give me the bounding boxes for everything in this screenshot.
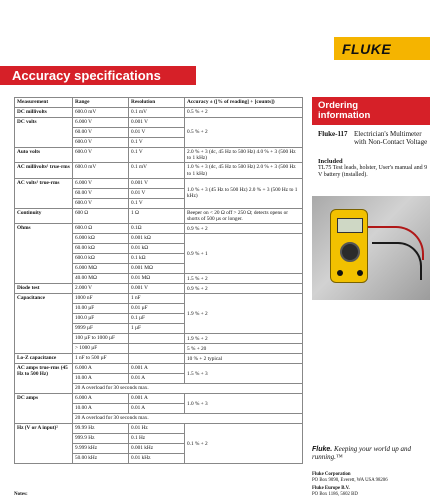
measurement-cell: Auto volts <box>15 148 73 163</box>
table-body <box>15 108 303 464</box>
table-row <box>15 178 303 188</box>
address-line: PO Box 9090, Everett, WA USA 98206 <box>312 477 388 483</box>
accuracy-cell: 1.9 % + 2 <box>185 334 303 344</box>
ordering-title-line1: Ordering <box>318 100 359 111</box>
notes-label: Notes: <box>14 492 28 497</box>
range-cell: 50.00 kHz <box>73 454 129 464</box>
resolution-cell: 0.01 kHz <box>129 454 185 464</box>
resolution-cell: 1 nF <box>129 294 185 304</box>
accuracy-cell: 0.1 % + 2 <box>185 424 303 464</box>
address-block <box>312 486 430 497</box>
accuracy-cell: 1.0 % + 3 <box>185 394 303 414</box>
accuracy-cell: 1.9 % + 2 <box>185 294 303 334</box>
resolution-cell: 0.1 µF <box>129 314 185 324</box>
resolution-cell <box>129 344 185 354</box>
range-cell: 60.00 V <box>73 188 129 198</box>
range-cell: 6.000 V <box>73 178 129 188</box>
range-cell: 600.0 kΩ <box>73 254 129 264</box>
resolution-cell: 0.1 V <box>129 198 185 208</box>
address-name: Fluke Corporation <box>312 472 351 477</box>
resolution-cell: 0.001 V <box>129 118 185 128</box>
measurement-cell: Diode test <box>15 284 73 294</box>
fluke-logo <box>334 37 430 60</box>
table-row <box>15 294 303 304</box>
range-cell: 600.0 V <box>73 198 129 208</box>
range-cell: 10.00 µF <box>73 304 129 314</box>
range-cell: 2.000 V <box>73 284 129 294</box>
measurement-cell: DC millivolts <box>15 108 73 118</box>
range-cell: 6.000 A <box>73 394 129 404</box>
resolution-cell: 0.001 MΩ <box>129 264 185 274</box>
measurement-cell: Ohms <box>15 224 73 284</box>
range-cell: 600.0 mV <box>73 108 129 118</box>
accuracy-cell: 5 % + 20 <box>185 344 303 354</box>
accuracy-cell: 0.9 % + 2 <box>185 224 303 234</box>
range-cell: 99.99 Hz <box>73 424 129 434</box>
section-title: Accuracy specifications <box>0 66 196 85</box>
resolution-cell: 0.1 mV <box>129 108 185 118</box>
range-cell: 6.000 kΩ <box>73 234 129 244</box>
resolution-cell: 0.001 V <box>129 178 185 188</box>
resolution-cell: 0.001 A <box>129 364 185 374</box>
resolution-cell: 0.01 µF <box>129 304 185 314</box>
resolution-cell: 0.01 Hz <box>129 424 185 434</box>
resolution-cell: 1 µF <box>129 324 185 334</box>
resolution-cell: 0.001 V <box>129 284 185 294</box>
range-cell: 999.9 Hz <box>73 434 129 444</box>
accuracy-cell: 1.0 % + 3 (45 Hz to 500 Hz) 2.0 % + 3 (500 Hz to 1 kHz) <box>185 178 303 208</box>
meter-dial <box>340 242 360 262</box>
table-row <box>15 394 303 404</box>
accuracy-cell: 1.5 % + 3 <box>185 364 303 384</box>
resolution-cell: 0.001 kHz <box>129 444 185 454</box>
included-title: Included <box>318 158 343 165</box>
resolution-cell <box>129 354 185 364</box>
resolution-cell: 1 Ω <box>129 208 185 223</box>
accuracy-spec-table <box>14 97 303 464</box>
measurement-cell: AC millivolts¹ true-rms <box>15 163 73 178</box>
range-cell: 600.0 V <box>73 148 129 163</box>
resolution-cell: 0.001 A <box>129 394 185 404</box>
range-cell: 10.00 A <box>73 404 129 414</box>
table-row <box>15 148 303 163</box>
table-row <box>15 108 303 118</box>
resolution-cell <box>129 334 185 344</box>
resolution-cell: 0.1 V <box>129 148 185 163</box>
range-cell: 10.00 A <box>73 374 129 384</box>
resolution-cell: 0.01 MΩ <box>129 274 185 284</box>
table-row <box>15 208 303 223</box>
resolution-cell: 0.1Ω <box>129 224 185 234</box>
range-cell: 40.00 MΩ <box>73 274 129 284</box>
col-header-resolution: Resolution <box>129 98 185 108</box>
resolution-cell: 0.1 V <box>129 138 185 148</box>
measurement-cell: Continuity <box>15 208 73 223</box>
range-cell: 100.0 µF <box>73 314 129 324</box>
model-description: Electrician's Multimeter with Non-Contact Voltage <box>354 130 428 146</box>
tagline <box>312 446 430 461</box>
resolution-cell: 0.1 mV <box>129 163 185 178</box>
resolution-cell: 0.1 Hz <box>129 434 185 444</box>
table-row <box>15 284 303 294</box>
accuracy-cell: 1.0 % + 3 (dc, 45 Hz to 500 Hz) 2.0 % + 3 (500 Hz to 1 kHz) <box>185 163 303 178</box>
tagline-brand: Fluke. <box>312 446 333 453</box>
address-line: PO Box 1186, 5602 BD <box>312 491 358 497</box>
accuracy-cell: 0.5 % + 2 <box>185 108 303 118</box>
accuracy-cell: Beeper on < 20 Ω off > 250 Ω; detects opens or shorts of 500 µs or longer. <box>185 208 303 223</box>
resolution-cell: 0.01 V <box>129 188 185 198</box>
jack <box>357 270 363 276</box>
range-cell: 6.000 MΩ <box>73 264 129 274</box>
range-cell: 1000 nF <box>73 294 129 304</box>
range-cell: 600.0 V <box>73 138 129 148</box>
measurement-cell: AC volts¹ true-rms <box>15 178 73 208</box>
table-row <box>15 364 303 374</box>
product-photo <box>312 196 430 300</box>
table-row <box>15 354 303 364</box>
model-code: Fluke-117 <box>318 130 348 138</box>
meter-jacks <box>337 270 363 278</box>
accuracy-cell: 1.5 % + 2 <box>185 274 303 284</box>
col-header-range: Range <box>73 98 129 108</box>
ordering-title-line2: information <box>318 110 371 121</box>
range-cell: 60.00 kΩ <box>73 244 129 254</box>
resolution-cell: 0.01 A <box>129 374 185 384</box>
range-cell: 600.0 Ω <box>73 224 129 234</box>
jack <box>337 270 343 276</box>
range-cell: 6.000 A <box>73 364 129 374</box>
resolution-cell: 0.01 kΩ <box>129 244 185 254</box>
meter-display <box>337 218 363 233</box>
accuracy-cell: 0.9 % + 2 <box>185 284 303 294</box>
range-cell: > 1000 µF <box>73 344 129 354</box>
range-cell: 60.00 V <box>73 128 129 138</box>
resolution-cell: 0.01 A <box>129 404 185 414</box>
address-block <box>312 472 430 483</box>
table-row <box>15 163 303 178</box>
measurement-cell: Capacitance <box>15 294 73 354</box>
accuracy-cell: 0.5 % + 2 <box>185 118 303 148</box>
resolution-cell: 0.01 V <box>129 128 185 138</box>
col-header-accuracy: Accuracy ± ([% of reading] + [counts]) <box>185 98 303 108</box>
resolution-cell: 0.1 kΩ <box>129 254 185 264</box>
measurement-cell: Hz (V or A input)² <box>15 424 73 464</box>
accuracy-cell: 0.9 % + 1 <box>185 234 303 274</box>
overload-note-cell: 20 A overload for 30 seconds max. <box>73 414 303 424</box>
range-cell: 9999 µF <box>73 324 129 334</box>
ordering-header <box>312 97 430 125</box>
address-name: Fluke Europe B.V. <box>312 486 350 491</box>
multimeter-icon <box>330 209 368 283</box>
range-cell: 1 nF to 500 µF <box>73 354 129 364</box>
tagline-slogan: Keeping your world up and running.™ <box>312 445 411 461</box>
range-cell: 9.999 kHz <box>73 444 129 454</box>
col-header-measurement: Measurement <box>15 98 73 108</box>
table-header-row <box>15 98 303 108</box>
accuracy-cell: 10 % + 2 typical <box>185 354 303 364</box>
logo-text: FLUKE <box>342 40 392 57</box>
measurement-cell: Lo-Z capacitance <box>15 354 73 364</box>
range-cell: 6.000 V <box>73 118 129 128</box>
table-row <box>15 424 303 434</box>
measurement-cell: DC volts <box>15 118 73 148</box>
included-text: TL75 Test leads, holster, User's manual and 9 V battery (installed). <box>318 165 428 178</box>
range-cell: 600.0 mV <box>73 163 129 178</box>
black-test-lead <box>372 242 422 280</box>
table-row <box>15 118 303 128</box>
range-cell: 600 Ω <box>73 208 129 223</box>
resolution-cell: 0.001 kΩ <box>129 234 185 244</box>
table-row <box>15 224 303 234</box>
measurement-cell: DC amps <box>15 394 73 424</box>
range-cell: 100 µF to 1000 µF <box>73 334 129 344</box>
overload-note-cell: 20 A overload for 30 seconds max. <box>73 384 303 394</box>
accuracy-cell: 2.0 % + 3 (dc, 45 Hz to 500 Hz) 4.0 % + 3 (500 Hz to 1 kHz) <box>185 148 303 163</box>
measurement-cell: AC amps true-rms (45 Hz to 500 Hz) <box>15 364 73 394</box>
